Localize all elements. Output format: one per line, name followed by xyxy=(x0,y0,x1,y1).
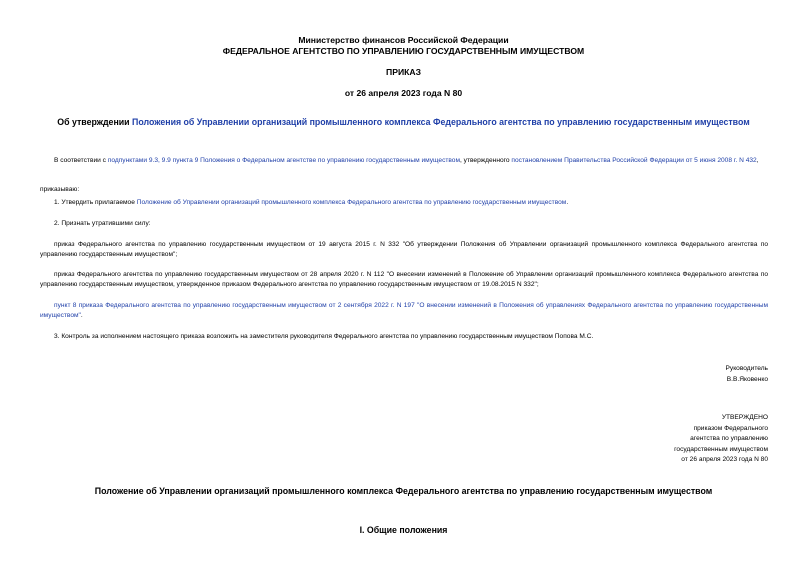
item-2: 2. Признать утратившими силу: xyxy=(54,220,151,227)
approval-line-1: УТВЕРЖДЕНО xyxy=(721,414,768,421)
item-1-end: . xyxy=(566,199,569,206)
regulation-title: Положение об Управлении организаций промышленного комплекса Федерального агентства по управлению государственным имуществом xyxy=(94,486,713,496)
preamble-text-2: , утвержденного xyxy=(460,157,512,164)
preamble-link-regulation[interactable]: подпунктами 9.3, 9.9 пункта 9 Положения о Федеральном агентстве по управлению государственным имуществом xyxy=(107,157,461,164)
section-title: I. Общие положения xyxy=(359,525,448,535)
order-heading: ПРИКАЗ xyxy=(386,67,421,77)
item-3: 3. Контроль за исполнением настоящего приказа возложить на заместителя руководителя Федерального агентства по управлению государственным имуществом Попова М.С. xyxy=(54,333,594,340)
approval-block xyxy=(674,413,768,466)
approval-line-3: агентства по управлению xyxy=(690,435,768,443)
order-title xyxy=(0,117,807,127)
item-1 xyxy=(40,198,768,208)
signature-position: Руководитель xyxy=(725,365,768,372)
approval-line-2: приказом Федерального xyxy=(693,424,768,432)
item-1-text: 1. Утвердить прилагаемое xyxy=(54,199,137,206)
signature-name: В.В.Яковенко xyxy=(726,375,768,383)
order-date-number: от 26 апреля 2023 года N 80 xyxy=(344,88,463,98)
preamble-link-decree[interactable]: постановлением Правительства Российской Федерации от 5 июня 2008 г. N 432 xyxy=(511,157,757,164)
preamble-text-1: В соответствии с xyxy=(54,157,108,164)
approval-line-4: государственным имуществом xyxy=(674,445,768,453)
repeal-3 xyxy=(40,301,768,320)
preamble-text-3: , xyxy=(756,157,759,164)
preamble-paragraph xyxy=(40,156,768,166)
signature-block xyxy=(726,364,768,385)
repeal-2: приказ Федерального агентства по управлению государственным имуществом от 28 апреля 2020 г. N 112 "О внесении изменений в Положение об Управлении организаций промышленного комплекса Федерального агентства по управлению государственным имуществом, утвержденное приказом Федерального агентства по управлению государственным имуществом от 19.08.2015 N 332"; xyxy=(40,271,768,288)
order-word: приказываю: xyxy=(40,186,80,193)
repeal-1: приказ Федерального агентства по управлению государственным имуществом от 19 августа 2015 г. N 332 "Об утверждении Положения об Управлении организаций промышленного комплекса Федерального агентства по управлению государственным имуществом"; xyxy=(40,241,768,258)
item-1-link[interactable]: Положение об Управлении организаций промышленного комплекса Федерального агентства по управлению государственным имуществом xyxy=(136,199,567,206)
ministry-heading: Министерство финансов Российской Федерации xyxy=(298,35,509,45)
approval-line-5: от 26 апреля 2023 года N 80 xyxy=(681,456,768,464)
order-title-prefix: Об утверждении xyxy=(57,117,133,127)
order-title-link[interactable]: Положения об Управлении организаций промышленного комплекса Федерального агентства по управлению государственным имуществом xyxy=(132,117,750,127)
agency-heading: ФЕДЕРАЛЬНОЕ АГЕНТСТВО ПО УПРАВЛЕНИЮ ГОСУДАРСТВЕННЫМ ИМУЩЕСТВОМ xyxy=(222,46,585,56)
repeal-3-end: . xyxy=(80,311,83,319)
repeal-3-link[interactable]: пункт 8 приказа Федерального агентства по управлению государственным имуществом от 2 сентября 2022 г. N 197 "О внесении изменений в Положения об управлениях Федерального агентства по управлению государственным имуществом" xyxy=(40,302,768,319)
